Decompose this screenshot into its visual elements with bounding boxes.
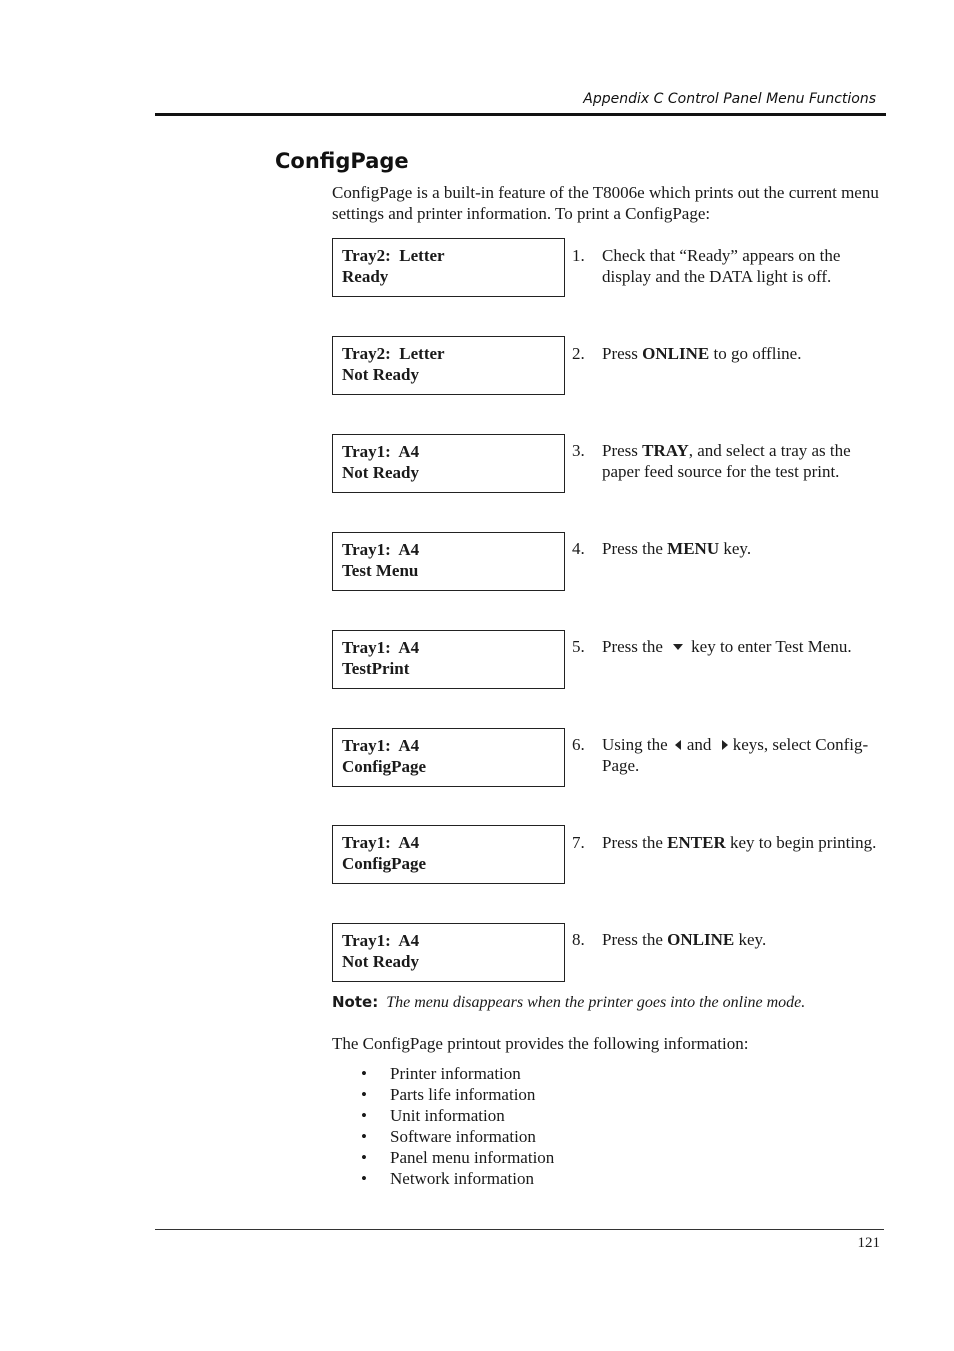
- step-text-part: Press: [602, 441, 643, 460]
- note-label: Note:: [332, 993, 379, 1011]
- step-text-part: Press the: [602, 539, 668, 558]
- step-text-part: Press the: [602, 637, 668, 656]
- lcd-line-1: Tray1: A4: [342, 833, 420, 852]
- step-number: 1.: [572, 246, 585, 265]
- info-intro: The ConfigPage printout provides the following information:: [332, 1034, 749, 1053]
- step-text-part: Using the: [602, 735, 672, 754]
- key-name: MENU: [667, 539, 720, 558]
- step-text-part: key to enter Test Menu.: [691, 637, 852, 656]
- step-text-part: Press the: [602, 833, 668, 852]
- intro-paragraph: ConfigPage is a built-in feature of the T8006e which prints out the current menu settings and printer information. To print a ConfigPage:: [332, 183, 879, 223]
- key-name: ENTER: [667, 833, 726, 852]
- lcd-line-1: Tray1: A4: [342, 540, 420, 559]
- bullet-icon: •: [361, 1169, 367, 1188]
- step-text-part: Check that “Ready” appears on the display and the DATA light is off.: [602, 246, 841, 286]
- lcd-line-1: Tray1: A4: [342, 638, 420, 657]
- list-item: [332, 1105, 554, 1126]
- lcd-line-1: Tray1: A4: [342, 442, 420, 461]
- right-arrow-key-icon: [722, 740, 728, 750]
- lcd-display-step-5: [332, 630, 565, 689]
- lcd-line-1: Tray2: Letter: [342, 344, 445, 363]
- lcd-line-2: Not Ready: [342, 463, 419, 482]
- bullet-icon: •: [361, 1106, 367, 1125]
- step-number: 4.: [572, 539, 585, 558]
- step-text: [602, 245, 892, 287]
- lcd-display-step-4: [332, 532, 565, 591]
- step-text-part: to go offline.: [709, 344, 802, 363]
- step-text-part: Press the: [602, 930, 668, 949]
- step-text: [602, 929, 892, 950]
- list-item-text: Unit information: [390, 1106, 505, 1125]
- running-header: Appendix C Control Panel Menu Functions: [583, 91, 876, 107]
- list-item: [332, 1147, 554, 1168]
- step-text-part: , and select a tray as the paper feed source for the test print.: [602, 441, 851, 481]
- list-item-text: Software information: [390, 1127, 536, 1146]
- list-item: [332, 1168, 554, 1189]
- step-number: 7.: [572, 833, 585, 852]
- step-text-part: key.: [734, 930, 767, 949]
- step-text-part: key.: [719, 539, 752, 558]
- list-item: [332, 1063, 554, 1084]
- step-number: 3.: [572, 441, 585, 460]
- lcd-display-step-3: [332, 434, 565, 493]
- bullet-icon: •: [361, 1064, 367, 1083]
- section-title: ConfigPage: [275, 149, 409, 173]
- info-list: [332, 1063, 554, 1189]
- note: [332, 993, 892, 1012]
- step-text: [602, 343, 892, 364]
- step-number: 5.: [572, 637, 585, 656]
- list-item-text: Network information: [390, 1169, 534, 1188]
- step-text-part: and: [686, 735, 716, 754]
- lcd-line-2: TestPrint: [342, 659, 410, 678]
- key-name: ONLINE: [642, 344, 710, 363]
- header-rule: [155, 113, 886, 116]
- step-number: 6.: [572, 735, 585, 754]
- lcd-line-2: Ready: [342, 267, 389, 286]
- note-text: The menu disappears when the printer goes into the online mode.: [386, 994, 806, 1011]
- page-number: 121: [857, 1235, 880, 1251]
- lcd-line-1: Tray1: A4: [342, 931, 420, 950]
- down-arrow-key-icon: [673, 644, 683, 650]
- lcd-line-1: Tray2: Letter: [342, 246, 445, 265]
- step-text: [602, 636, 892, 657]
- lcd-display-step-1: [332, 238, 565, 297]
- lcd-line-2: Not Ready: [342, 952, 419, 971]
- bullet-icon: •: [361, 1148, 367, 1167]
- key-name: ONLINE: [667, 930, 735, 949]
- list-item-text: Panel menu information: [390, 1148, 555, 1167]
- step-text-part: keys, select Config-Page.: [602, 735, 869, 775]
- lcd-line-2: ConfigPage: [342, 757, 427, 776]
- left-arrow-key-icon: [675, 740, 681, 750]
- lcd-line-1: Tray1: A4: [342, 736, 420, 755]
- step-number: 2.: [572, 344, 585, 363]
- step-text: [602, 832, 892, 853]
- lcd-line-2: ConfigPage: [342, 854, 427, 873]
- lcd-display-step-2: [332, 336, 565, 395]
- step-text-part: Press: [602, 344, 643, 363]
- lcd-display-step-6: [332, 728, 565, 787]
- step-number: 8.: [572, 930, 585, 949]
- lcd-line-2: Not Ready: [342, 365, 419, 384]
- bullet-icon: •: [361, 1127, 367, 1146]
- bullet-icon: •: [361, 1085, 367, 1104]
- step-text: [602, 440, 892, 482]
- list-item-text: Parts life information: [390, 1085, 536, 1104]
- list-item-text: Printer information: [390, 1064, 521, 1083]
- step-text: [602, 538, 892, 559]
- list-item: [332, 1126, 554, 1147]
- step-text: [602, 734, 892, 776]
- key-name: TRAY: [642, 441, 689, 460]
- lcd-display-step-8: [332, 923, 565, 982]
- lcd-display-step-7: [332, 825, 565, 884]
- footer-rule: [155, 1229, 884, 1230]
- list-item: [332, 1084, 554, 1105]
- lcd-line-2: Test Menu: [342, 561, 419, 580]
- step-text-part: key to begin printing.: [725, 833, 877, 852]
